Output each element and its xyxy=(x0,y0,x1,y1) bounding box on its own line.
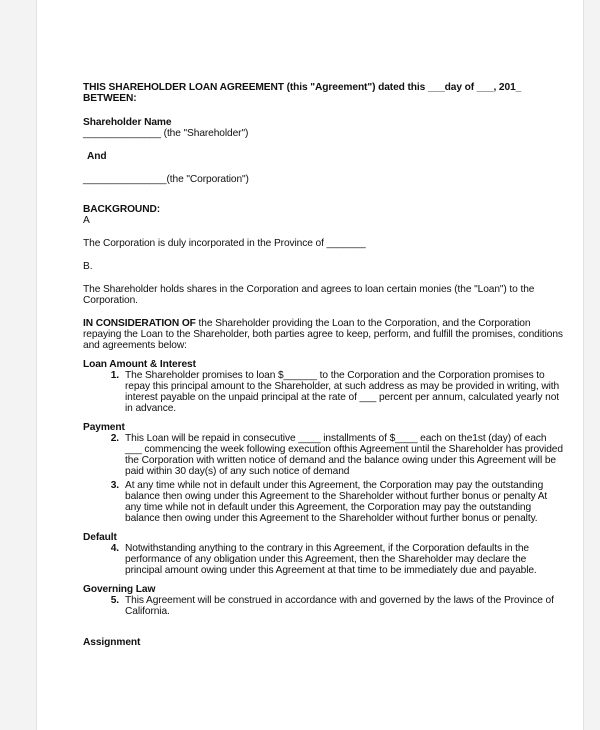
clause-4 xyxy=(83,543,565,576)
clause-2-number: 2. xyxy=(110,433,119,444)
assignment-heading: Assignment xyxy=(83,637,141,648)
clause-4-text: Notwithstanding anything to the contrary in this Agreement, if the Corporation defaults in the performance of any obligation under this Agreement, then the Shareholder may declare the principal amount owing under this Agreement at that time to be immediately due and payable. xyxy=(125,543,537,576)
clause-4-number: 4. xyxy=(110,543,119,554)
and-label: And xyxy=(87,151,107,162)
consideration-paragraph xyxy=(83,318,565,351)
background-heading: BACKGROUND: xyxy=(83,204,160,215)
shareholder-name-label: Shareholder Name xyxy=(83,117,172,128)
clause-1-number: 1. xyxy=(110,370,119,381)
item-b-text: The Shareholder holds shares in the Corporation and agrees to loan certain monies (the "Loan") to the Corporation. xyxy=(83,284,535,306)
clause-2-text: This Loan will be repaid in consecutive ____ installments of $____ each on the1st (day) of each ___ commencing the week following execution ofthis Agreement until the Shareholder has provided the Corporation with written notice of demand and the balance owing under this Agreement will be paid within 30 day(s) of any such notice of demand xyxy=(125,433,563,477)
shareholder-line: ______________ (the "Shareholder") xyxy=(83,128,249,139)
payment-heading: Payment xyxy=(83,422,125,433)
between-label: BETWEEN: xyxy=(83,93,137,104)
clause-2 xyxy=(83,433,565,477)
consideration-text: the Shareholder providing the Loan to the Corporation, and the Corporation repaying the Loan to the Shareholder, both parties agree to keep, perform, and fulfill the promises, conditions and agreements below: xyxy=(83,318,563,351)
default-heading: Default xyxy=(83,532,117,543)
agreement-title-line: THIS SHAREHOLDER LOAN AGREEMENT (this "Agreement") dated this ___day of ___, 201_ xyxy=(83,82,522,93)
clause-3-number: 3. xyxy=(110,480,119,491)
clause-1-text: The Shareholder promises to loan $______ to the Corporation and the Corporation promises to repay this principal amount to the Shareholder, at such address as may be provided in writing, with interest payable on the unpaid principal at the rate of ___ percent per annum, calculated yearly not in advance. xyxy=(125,370,560,414)
item-a-label: A xyxy=(83,215,90,226)
clause-5-number: 5. xyxy=(110,595,119,606)
item-a-text: The Corporation is duly incorporated in the Province of _______ xyxy=(83,238,366,249)
clause-3 xyxy=(83,480,565,524)
consideration-lead: IN CONSIDERATION OF xyxy=(83,318,196,329)
clause-3-text: At any time while not in default under this Agreement, the Corporation may pay the outstanding balance then owing under this Agreement to the Shareholder without further bonus or penalty At any time while not in default under this Agreement, the Corporation may pay the outstanding balance then owing under this Agreement to the Shareholder without further bonus or penalty. xyxy=(125,480,548,524)
document-page xyxy=(36,0,584,730)
corporation-line: _______________(the "Corporation") xyxy=(83,174,249,185)
loan-amount-heading: Loan Amount & Interest xyxy=(83,359,196,370)
clause-1 xyxy=(83,370,565,414)
document-content xyxy=(83,82,565,648)
governing-law-heading: Governing Law xyxy=(83,584,156,595)
clause-5-text: This Agreement will be construed in accordance with and governed by the laws of the Province of California. xyxy=(125,595,554,617)
item-b-label: B. xyxy=(83,261,93,272)
clause-5 xyxy=(83,595,565,617)
